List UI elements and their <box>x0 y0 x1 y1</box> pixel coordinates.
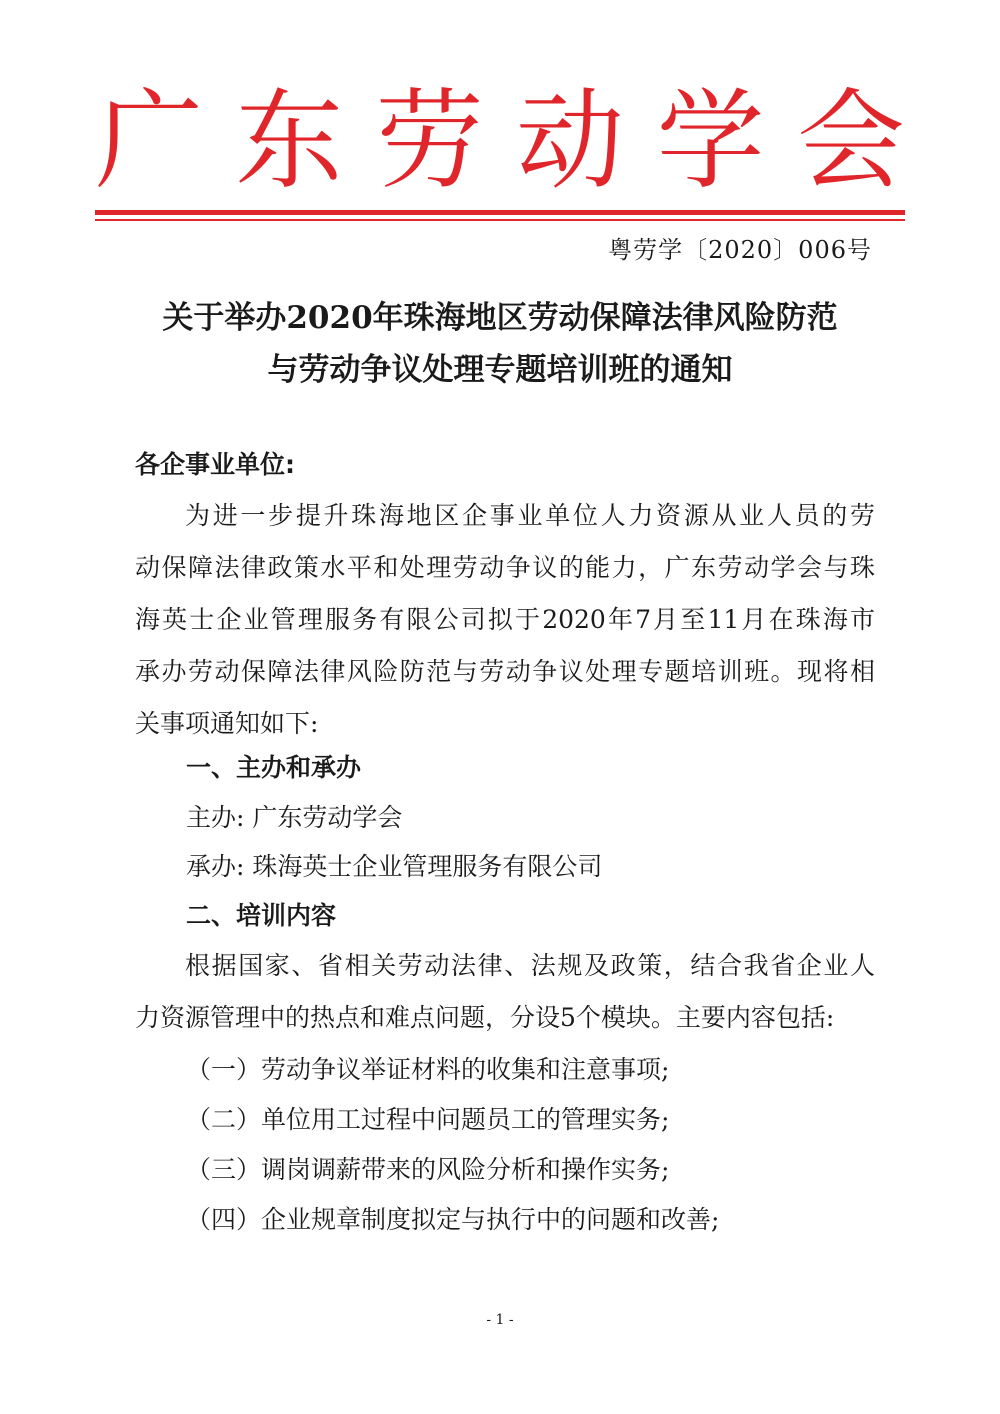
document-title <box>100 292 900 396</box>
intro-line: 动保障法律政策水平和处理劳动争议的能力，广东劳动学会与珠 <box>135 553 875 582</box>
intro-line: 关事项通知如下: <box>135 709 319 738</box>
content-intro-line: 力资源管理中的热点和难点问题，分设5个模块。主要内容包括: <box>135 1003 835 1032</box>
content-list-item: （二）单位用工过程中问题员工的管理实务; <box>186 1105 670 1134</box>
masthead-char: 劳 <box>375 79 484 204</box>
document-number: 粤劳学〔2020〕006号 <box>608 236 872 264</box>
title-line-2: 与劳动争议处理专题培训班的通知 <box>267 352 733 388</box>
masthead-char: 广 <box>95 79 204 204</box>
masthead-rule-thick <box>95 210 905 215</box>
masthead-char: 东 <box>235 79 344 204</box>
masthead-rule-thin <box>95 219 905 221</box>
page-number: - 1 - <box>486 1312 514 1328</box>
masthead-char: 会 <box>796 79 905 204</box>
organizer-line: 承办: 珠海英士企业管理服务有限公司 <box>186 852 603 881</box>
masthead <box>95 79 905 204</box>
content-list-item: （四）企业规章制度拟定与执行中的问题和改善; <box>186 1205 720 1234</box>
intro-line: 承办劳动保障法律风险防范与劳动争议处理专题培训班。现将相 <box>135 657 875 686</box>
intro-paragraph <box>135 490 875 750</box>
host-line: 主办: 广东劳动学会 <box>186 803 403 832</box>
title-line-1: 关于举办2020年珠海地区劳动保障法律风险防范 <box>162 300 838 336</box>
intro-line: 为进一步提升珠海地区企事业单位人力资源从业人员的劳 <box>185 501 875 530</box>
content-list-item: （三）调岗调薪带来的风险分析和操作实务; <box>186 1155 670 1184</box>
content-intro-paragraph <box>135 940 875 1044</box>
salutation: 各企事业单位: <box>135 450 295 479</box>
masthead-char: 学 <box>656 79 765 204</box>
section-heading-hosts: 一、主办和承办 <box>186 753 362 782</box>
content-list-item: （一）劳动争议举证材料的收集和注意事项; <box>186 1055 670 1084</box>
section-heading-content: 二、培训内容 <box>186 901 337 930</box>
content-intro-line: 根据国家、省相关劳动法律、法规及政策，结合我省企业人 <box>185 951 875 980</box>
intro-line: 海英士企业管理服务有限公司拟于2020年7月至11月在珠海市 <box>135 605 875 634</box>
masthead-char: 动 <box>516 79 625 204</box>
